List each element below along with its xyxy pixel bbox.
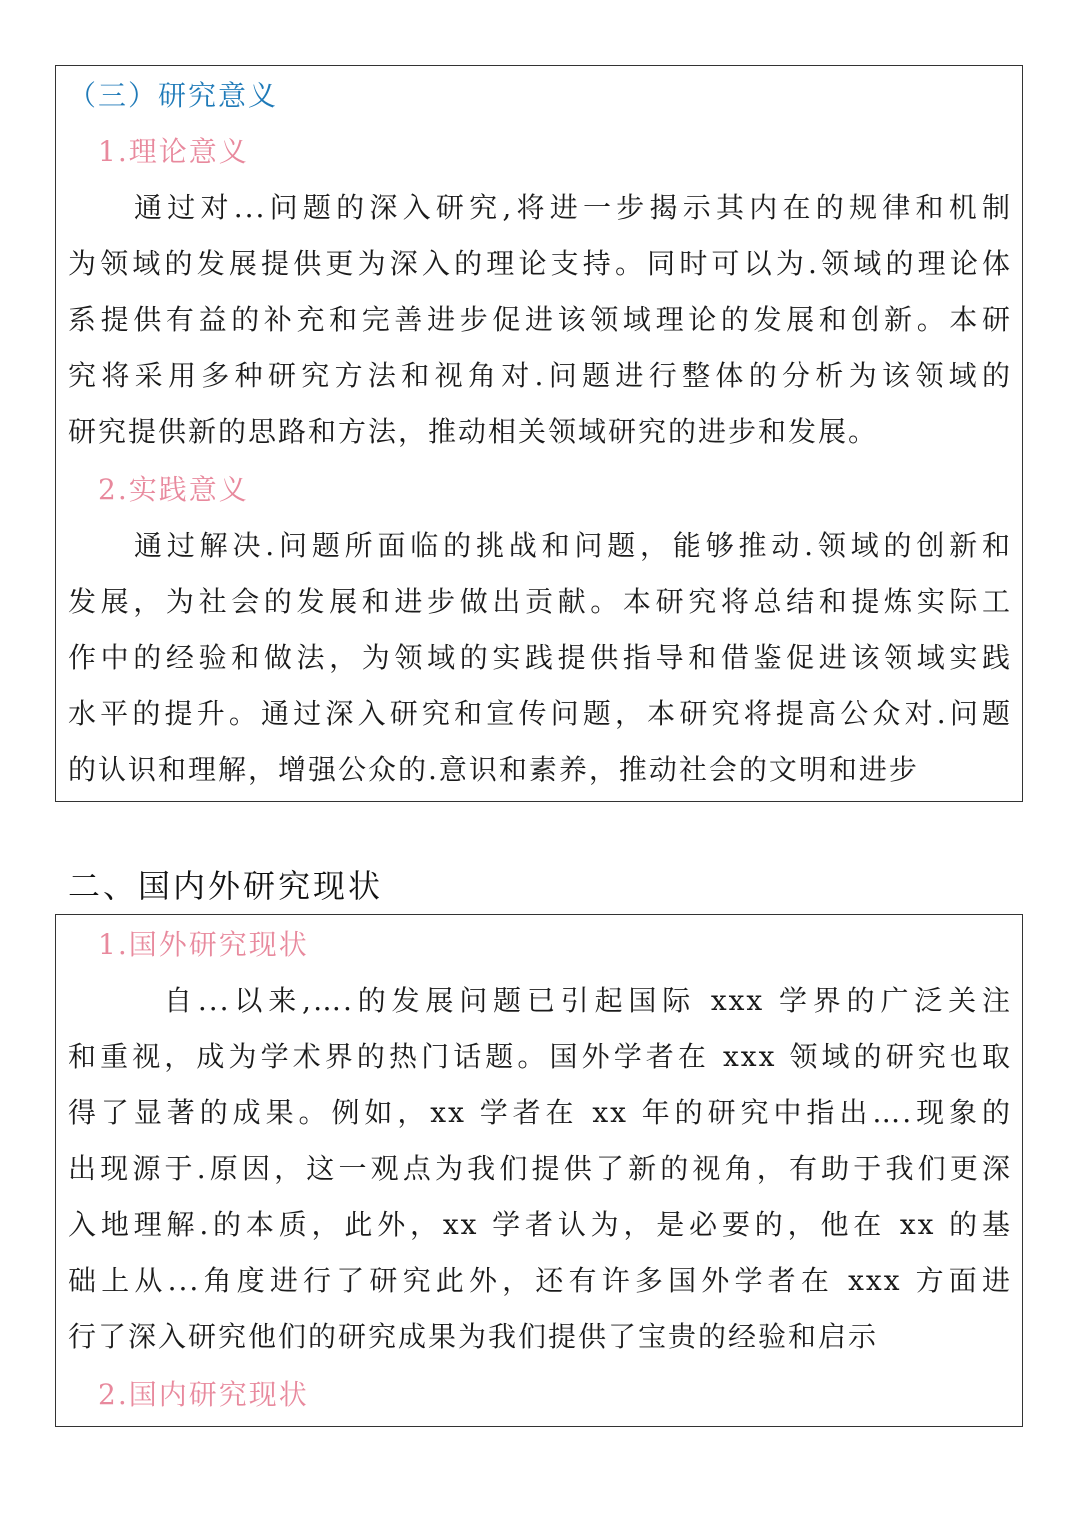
subheading-practice: 2.实践意义 — [98, 473, 249, 506]
subheading-foreign: 1.国外研究现状 — [98, 928, 309, 961]
paragraph-line: 为领域的发展提供更为深入的理论支持。同时可以为.领域的理论体 — [68, 247, 1012, 280]
paragraph-line: 究将采用多种研究方法和视角对.问题进行整体的分析为该领域的 — [68, 359, 1012, 392]
paragraph-line: 作中的经验和做法，为领域的实践提供指导和借鉴促进该领域实践 — [68, 641, 1012, 674]
subheading-theory: 1.理论意义 — [98, 135, 249, 168]
paragraph-line: 自...以来,….的发展问题已引起国际 xxx 学界的广泛关注 — [164, 984, 1012, 1017]
subheading-domestic: 2.国内研究现状 — [98, 1378, 309, 1411]
paragraph-line: 和重视，成为学术界的热门话题。国外学者在 xxx 领域的研究也取 — [68, 1040, 1012, 1073]
paragraph-line: 系提供有益的补充和完善进步促进该领域理论的发展和创新。本研 — [68, 303, 1012, 336]
paragraph-line: 行了深入研究他们的研究成果为我们提供了宝贵的经验和启示 — [68, 1320, 879, 1353]
paragraph-line: 础上从...角度进行了研究此外，还有许多国外学者在 xxx 方面进 — [68, 1264, 1012, 1297]
paragraph-line: 通过解决.问题所面临的挑战和问题，能够推动.领域的创新和 — [134, 529, 1012, 562]
paragraph-line: 入地理解.的本质，此外，xx 学者认为，是必要的，他在 xx 的基 — [68, 1208, 1012, 1241]
paragraph-line: 的认识和理解，增强公众的.意识和素养，推动社会的文明和进步 — [68, 753, 919, 786]
paragraph-line: 研究提供新的思路和方法，推动相关领域研究的进步和发展。 — [68, 415, 879, 448]
paragraph-line: 发展，为社会的发展和进步做出贡献。本研究将总结和提炼实际工 — [68, 585, 1012, 618]
paragraph-line: 出现源于.原因，这一观点为我们提供了新的视角，有助于我们更深 — [68, 1152, 1012, 1185]
paragraph-line: 水平的提升。通过深入研究和宣传问题，本研究将提高公众对.问题 — [68, 697, 1012, 730]
section-heading: （三）研究意义 — [68, 79, 279, 112]
research-significance-box — [55, 65, 1023, 802]
paragraph-line: 通过对...问题的深入研究,将进一步揭示其内在的规律和机制 — [134, 191, 1012, 224]
paragraph-line: 得了显著的成果。例如，xx 学者在 xx 年的研究中指出….现象的 — [68, 1096, 1012, 1129]
section-title-research-status: 二、国内外研究现状 — [68, 867, 384, 905]
research-status-box — [55, 914, 1023, 1427]
